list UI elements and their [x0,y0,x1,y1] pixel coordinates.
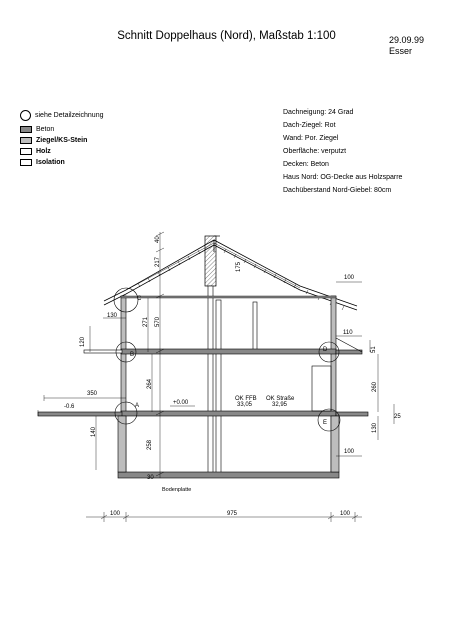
spec-haus-nord: Haus Nord: OG-Decke aus Holzsparre [283,174,403,181]
dim-51: 51 [371,346,377,353]
marker-e: E [323,420,328,426]
roof-tiles [138,249,344,310]
level-zero: +0.00 [173,400,189,406]
page-title: Schnitt Doppelhaus (Nord), Maßstab 1:100 [117,30,336,42]
marker-b: B [130,352,135,358]
spec-decken: Decken: Beton [283,161,329,168]
dim-40: 40 [155,236,161,243]
foundation-left [118,416,126,472]
roof [104,240,357,310]
ok-strasse-value: 32,95 [272,402,288,408]
dim-175: 175 [236,261,242,272]
date-label: 29.09.99 [389,35,425,45]
dim-30: 30 [147,475,154,481]
marker-d: D [323,347,328,353]
dim-258: 258 [147,439,153,450]
balcony-right [336,350,362,354]
og-slab [121,349,336,354]
ok-strasse-label: OK Straße [266,396,295,402]
dim-350: 350 [87,391,98,397]
bodenplatte-label: Bodenplatte [162,487,192,493]
window-right [312,366,331,411]
interior-wall-1 [208,286,213,474]
dim-bottom-975: 975 [227,511,238,517]
dim-271: 271 [143,316,149,327]
foundation-right [331,416,339,472]
spec-dachziegel: Dach-Ziegel: Rot [283,122,336,129]
dim-570: 570 [155,316,161,327]
legend-holz-label: Holz [36,147,51,155]
interior-wall-3 [253,302,257,352]
dim-130-right: 130 [372,422,378,433]
dim-25: 25 [394,414,401,420]
dim-260: 260 [372,381,378,392]
ok-ffb-label: OK FFB [235,396,257,402]
spec-wand: Wand: Por. Ziegel [283,135,339,142]
spec-oberflaeche: Oberfläche: verputzt [283,148,347,155]
dim-100-right: 100 [344,449,355,455]
level-minus: -0.6 [64,404,75,410]
spec-dachueberstand: Dachüberstand Nord-Giebel: 80cm [283,187,392,194]
dim-100-top: 100 [344,275,355,281]
dim-130-left: 130 [107,313,118,319]
dim-120: 120 [80,336,86,347]
eg-slab [121,411,336,416]
dim-chain-bottom [86,512,362,522]
legend-isolation-label: Isolation [36,158,65,166]
chimney [205,236,216,286]
legend-ziegel-label: Ziegel/KS-Stein [36,136,88,144]
spec-dachneigung: Dachneigung: 24 Grad [283,109,354,116]
terrace-right [336,412,368,416]
dim-right [336,282,394,456]
dim-bottom-100-right: 100 [340,511,351,517]
marker-a: A [135,403,140,409]
dim-bottom-100-left: 100 [110,511,121,517]
dim-140: 140 [91,426,97,437]
ok-ffb-value: 33,05 [237,402,253,408]
kniestock [121,296,336,298]
terrace-left [38,412,122,416]
legend-detail-label: siehe Detailzeichnung [35,111,104,119]
dim-217: 217 [155,256,161,267]
dim-110: 110 [343,330,353,336]
marker-c: C [137,296,142,302]
interior-wall-2 [216,300,221,474]
legend-beton-label: Beton [36,125,55,133]
author-label: Esser [389,46,413,56]
dim-264: 264 [147,378,153,389]
